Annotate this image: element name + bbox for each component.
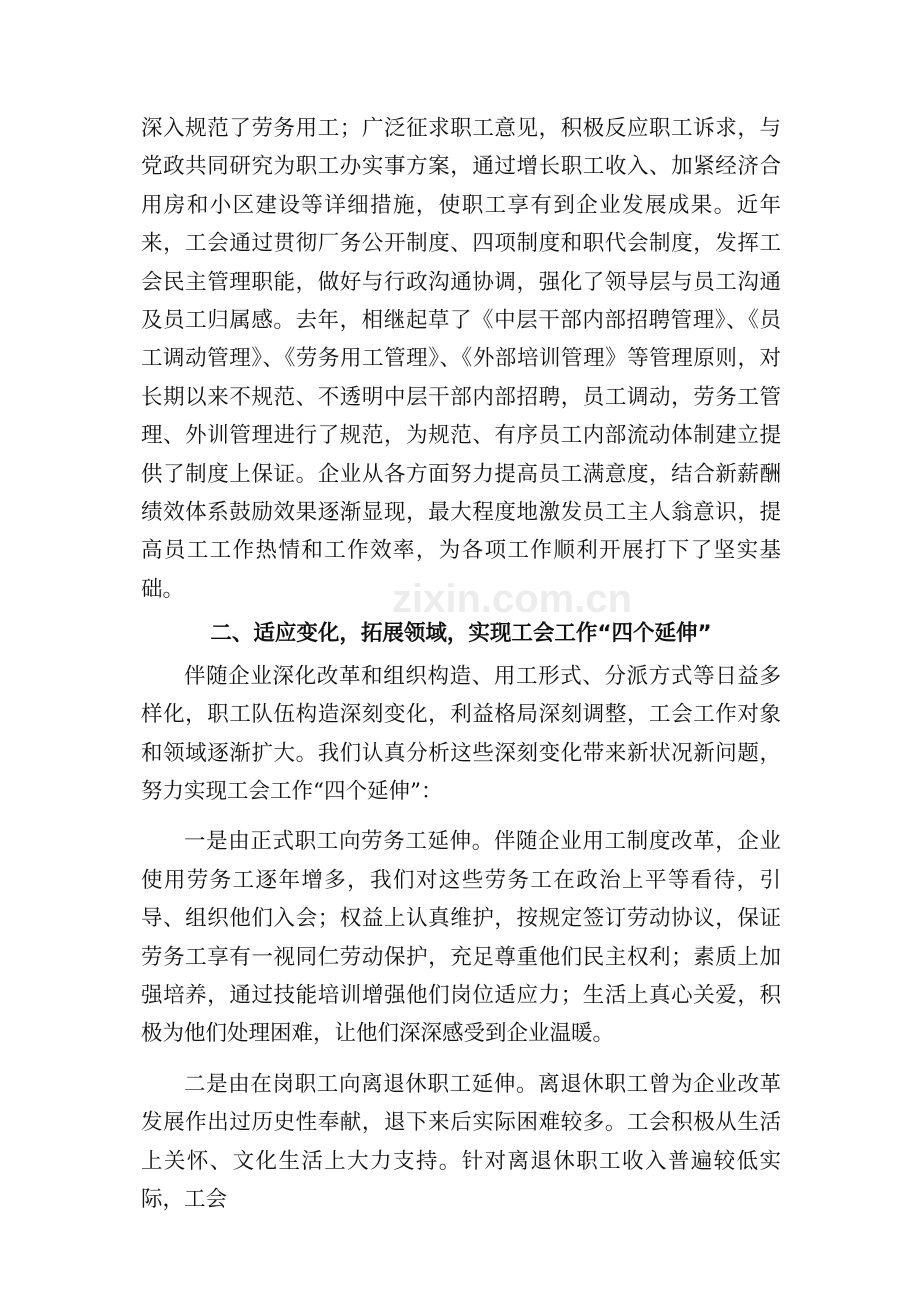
section-heading: 二、适应变化，拓展领域，实现工会工作“四个延伸” [210, 621, 712, 647]
paragraph-intro: 伴随企业深化改革和组织构造、用工形式、分派方式等日益多样化，职工队伍构造深刻变化，利益格局深刻调整，工会工作对象和领域逐渐扩大。我们认真分析这些深刻变化带来新状况新问题，努力实现工会工作“四个延伸”： [141, 663, 781, 804]
paragraph-extension-one: 一是由正式职工向劳务工延伸。伴随企业用工制度改革，企业使用劳务工逐年增多，我们对这些劳务工在政治上平等看待，引导、组织他们入会；权益上认真维护，按规定签订劳动协议，保证劳务工享有一视同仁劳动保护，充足尊重他们民主权利；素质上加强培养，通过技能培训增强他们岗位适应力；生活上真心关爱，积极为他们处理困难，让他们深深感受到企业温暖。 [141, 829, 781, 1047]
svg-text:zixin.com.cn: zixin.com.cn [391, 577, 633, 621]
paragraph-extension-two: 二是由在岗职工向离退休职工延伸。离退休职工曾为企业改革发展作出过历史性奉献，退下来后实际困难较多。工会积极从生活上关怀、文化生活上大力支持。针对离退休职工收入普遍较低实际，工会 [141, 1071, 781, 1212]
paragraph-continued: 深入规范了劳务用工；广泛征求职工意见，积极反应职工诉求，与党政共同研究为职工办实事方案，通过增长职工收入、加紧经济合用房和小区建设等详细措施，使职工享有到企业发展成果。近年来，工会通过贯彻厂务公开制度、四项制度和职代会制度，发挥工会民主管理职能，做好与行政沟通协调，强化了领导层与员工沟通及员工归属感。去年，相继起草了《中层干部内部招聘管理》、《员工调动管理》、《劳务用工管理》、《外部培训管理》等管理原则，对长期以来不规范、不透明中层干部内部招聘，员工调动，劳务工管理、外训管理进行了规范，为规范、有序员工内部流动体制建立提供了制度上保证。企业从各方面努力提高员工满意度，结合新薪酬绩效体系鼓励效果逐渐显现，最大程度地激发员工主人翁意识，提高员工工作热情和工作效率，为各项工作顺利开展打下了坚实基础。 [141, 116, 781, 602]
document-body [141, 110, 781, 1219]
